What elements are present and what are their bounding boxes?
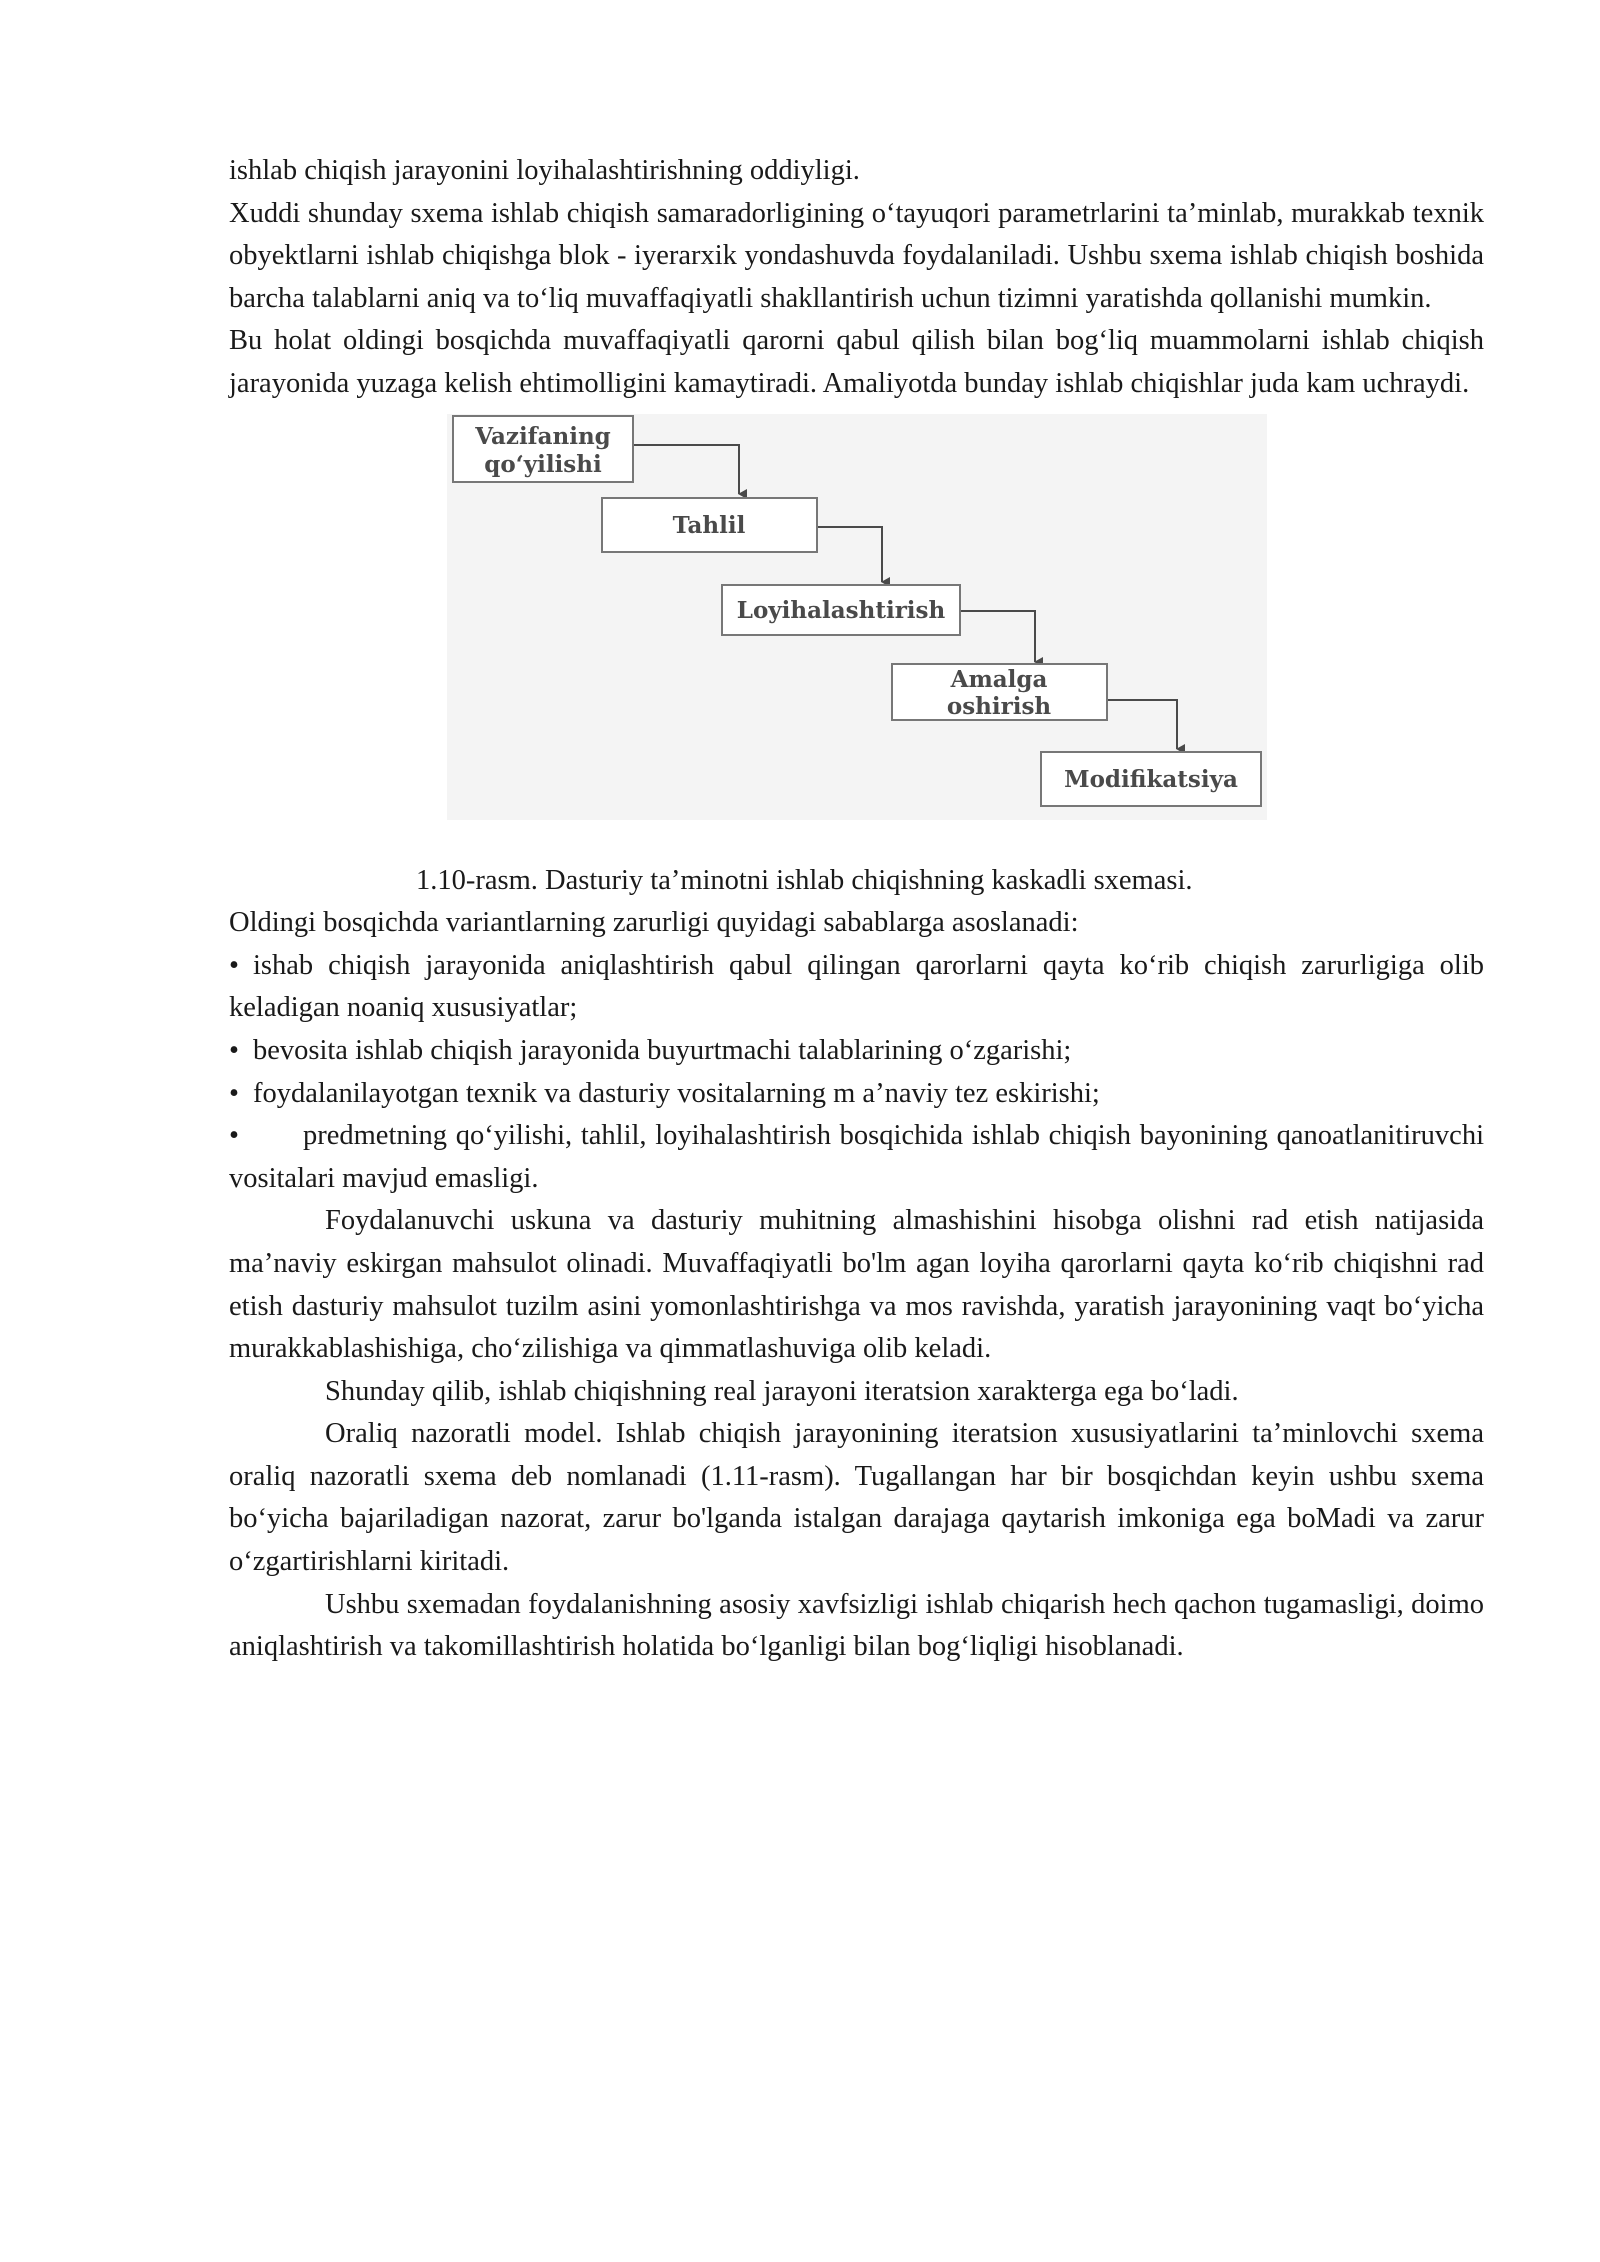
box-loyihalashtirish [722, 585, 960, 635]
paragraph-2: Xuddi shunday sxema ishlab chiqish samaradorligining o‘tayuqori parametrlarini ta’minlab, murakkab texnik obyektlarni ishlab chiqishga blok - iyerarxik yondashuvda foydalaniladi. Ushbu sxema ishlab chiqish boshida barcha talablarni aniq va to‘liq muvaffaqiyatli shakllantirish uchun tizimni yaratishda qollanishi mumkin. [229, 197, 1484, 314]
svg-text:Loyihalashtirish: Loyihalashtirish [736, 596, 946, 624]
bullet-marker: • [229, 1034, 239, 1066]
svg-text:Amalga: Amalga [950, 665, 1048, 693]
svg-text:Vazifaning: Vazifaning [475, 422, 611, 450]
box-modifikatsiya [1041, 752, 1261, 806]
connector-1 [632, 445, 739, 494]
bullet-item-4: • predmetning qo‘yilishi, tahlil, loyihalashtirish bosqichida ishlab chiqish bayonining qanoatlanitiruvchi vositalari mavjud emasligi. [229, 1115, 1484, 1200]
figure-caption: 1.10-rasm. Dasturiy ta’minotni ishlab chiqishning kaskadli sxemasi. [416, 864, 1193, 896]
paragraph-1: ishlab chiqish jarayonini loyihalashtirishning oddiyligi. [229, 155, 860, 186]
intro-line: Oldingi bosqichda variantlarning zarurligi quyidagi sabablarga asoslanadi: [229, 907, 1079, 939]
bullet-marker: • [229, 1120, 239, 1152]
box-amalga-oshirish [892, 664, 1107, 720]
svg-text:oshirish: oshirish [946, 692, 1052, 720]
bullet-item-1: • ishab chiqish jarayonida aniqlashtirish qabul qilingan qarorlarni qayta ko‘rib chiqish zarurligiga olib keladigan noaniq xususiyatlar; [229, 945, 1484, 1030]
bullet-marker: • [229, 949, 239, 981]
paragraph-5: Shunday qilib, ishlab chiqishning real jarayoni iteratsion xarakterga ega bo‘ladi. [325, 1375, 1239, 1407]
bullet-marker: • [229, 1077, 239, 1109]
bullet-item-3: • foydalanilayotgan texnik va dasturiy vositalarning m a’naviy tez eskirishi; [229, 1073, 1484, 1116]
paragraph-3: Bu holat oldingi bosqichda muvaffaqiyatli qarorni qabul qilish bilan bog‘liq muammolarni ishlab chiqish jarayonida yuzaga kelish ehtimolligini kamaytiradi. Amaliyotda bunday ishlab chiqishlar juda kam uchraydi. [229, 325, 1484, 399]
bullet-item-2: • bevosita ishlab chiqish jarayonida buyurtmachi talablarining o‘zgarishi; [229, 1030, 1484, 1073]
connector-4 [1099, 700, 1177, 749]
cascade-diagram-svg [447, 414, 1267, 820]
box-tahlil [602, 498, 817, 552]
svg-text:Tahlil: Tahlil [672, 511, 746, 539]
cascade-diagram [447, 414, 1267, 820]
paragraph-7: Ushbu sxemadan foydalanishning asosiy xavfsizligi ishlab chiqarish hech qachon tugamasligi, doimo aniqlashtirish va takomillashtirish holatida bo‘lganligi bilan bog‘liqligi hisoblanadi. [229, 1588, 1484, 1663]
paragraph-6: Oraliq nazoratli model. Ishlab chiqish jarayonining iteratsion xususiyatlarini ta’minlovchi sxema oraliq nazoratli sxema deb nomlanadi (1.11-rasm). Tugallangan har bir bosqichdan keyin ushbu sxema bo‘yicha bajariladigan nazorat, zarur bo'lganda istalgan darajaga qaytarish imkoniga ega boMadi va zarur o‘zgartirishlarni kiritadi. [229, 1418, 1484, 1578]
svg-text:Modifikatsiya: Modifikatsiya [1064, 765, 1238, 793]
svg-text:qo‘yilishi: qo‘yilishi [484, 450, 602, 478]
paragraph-4: Foydalanuvchi uskuna va dasturiy muhitning almashishini hisobga olishni rad etish natijasida ma’naviy eskirgan mahsulot olinadi. Muvaffaqiyatli bo'lm agan loyiha qarorlarni qayta ko‘rib chiqishni rad etish dasturiy mahsulot tuzilm asini yomonlashtirishga va mos ravishda, yaratish jarayonining vaqt bo‘yicha murakkablashishiga, cho‘zilishiga va qimmatlashuviga olib keladi. [229, 1205, 1484, 1365]
document-page [229, 150, 1484, 1669]
box-vazifaning-qoyilishi [453, 416, 633, 482]
